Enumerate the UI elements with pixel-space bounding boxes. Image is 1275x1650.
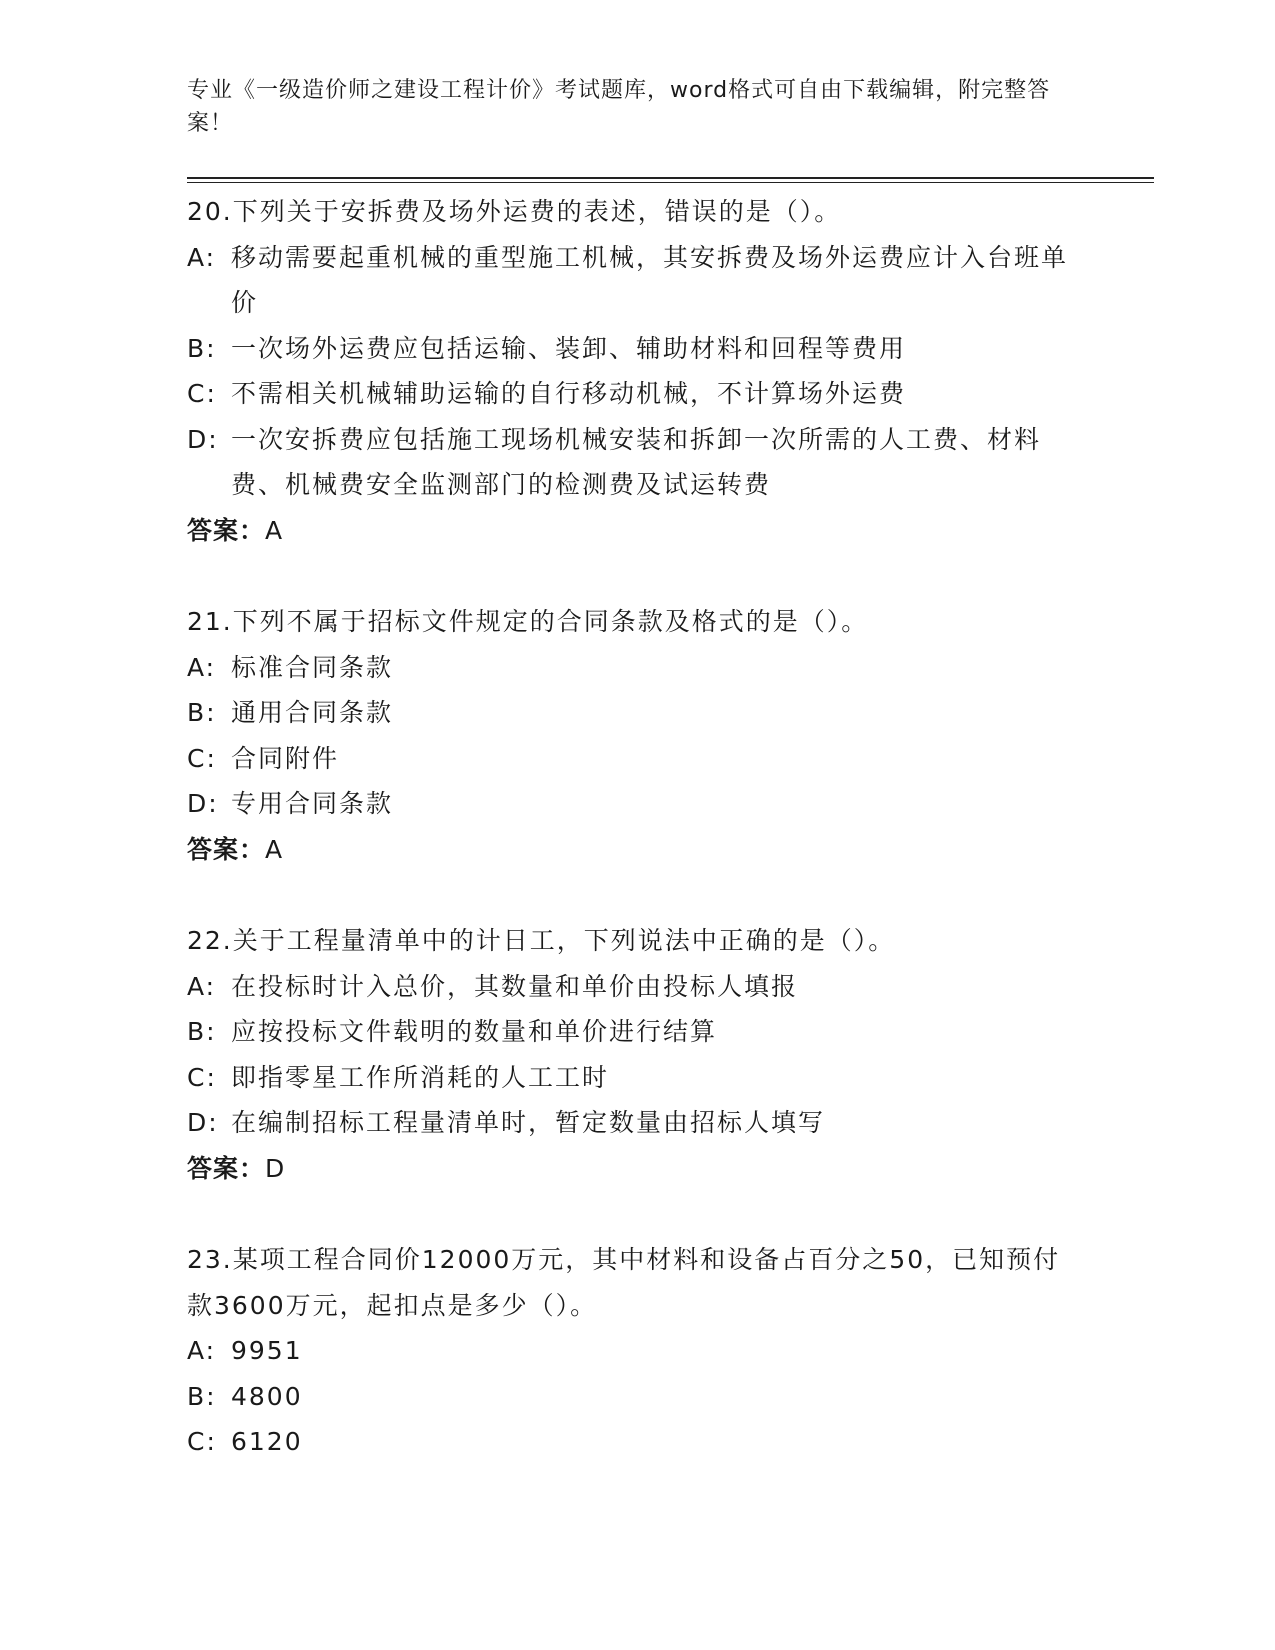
- option-c: [187, 371, 1087, 417]
- option-text: 9951: [231, 1336, 303, 1365]
- option-text: 4800: [231, 1381, 303, 1411]
- option-letter: C:: [187, 743, 217, 773]
- question-stem: 23.某项工程合同价12000万元，其中材料和设备占百分之50，已知预付款3600万元，起扣点是多少（）。: [187, 1245, 1061, 1320]
- option-c: [187, 1055, 1087, 1101]
- option-b: [187, 1009, 1087, 1055]
- option-letter: B:: [187, 333, 217, 363]
- option-letter: C:: [187, 1062, 217, 1092]
- question-stem: 22.关于工程量清单中的计日工，下列说法中正确的是（）。: [187, 926, 896, 955]
- question-22: [187, 918, 1087, 1191]
- option-text: 专用合同条款: [231, 789, 394, 818]
- option-a: [187, 964, 1087, 1010]
- document-header: [187, 74, 1067, 140]
- answer-line: [187, 827, 1087, 873]
- option-text: 通用合同条款: [231, 698, 394, 727]
- option-text: 标准合同条款: [231, 652, 394, 682]
- option-a: [187, 235, 1087, 326]
- answer-label: 答案：: [187, 515, 266, 545]
- option-letter: A:: [187, 242, 217, 272]
- option-b: [187, 326, 1087, 372]
- option-letter: A:: [187, 971, 217, 1001]
- answer-line: [187, 1146, 1087, 1192]
- option-text: 即指零星工作所消耗的人工工时: [231, 1062, 610, 1092]
- question-list: [187, 189, 1087, 1511]
- question-20: [187, 189, 1087, 553]
- option-a: [187, 645, 1087, 691]
- option-letter: A:: [187, 1336, 217, 1365]
- option-letter: D:: [187, 789, 219, 818]
- option-text: 一次安拆费应包括施工现场机械安装和拆卸一次所需的人工费、材料费、机械费安全监测部门的检测费及试运转费: [231, 424, 1042, 499]
- option-d: [187, 417, 1087, 508]
- option-text: 应按投标文件载明的数量和单价进行结算: [231, 1017, 718, 1046]
- option-text: 移动需要起重机械的重型施工机械，其安拆费及场外运费应计入台班单价: [231, 242, 1069, 317]
- answer-label: 答案：: [187, 834, 266, 864]
- option-letter: B:: [187, 698, 217, 727]
- option-b: [187, 690, 1087, 736]
- option-letter: B:: [187, 1381, 217, 1411]
- question-21: [187, 599, 1087, 872]
- answer-value: D: [265, 1153, 286, 1183]
- question-stem: 20.下列关于安拆费及场外运费的表述，错误的是（）。: [187, 197, 842, 226]
- header-text: 专业《一级造价师之建设工程计价》考试题库，word格式可自由下载编辑，附完整答案！: [187, 78, 1051, 136]
- option-d: [187, 781, 1087, 827]
- option-text: 在编制招标工程量清单时，暂定数量由招标人填写: [231, 1108, 826, 1137]
- option-letter: D:: [187, 424, 219, 454]
- option-letter: A:: [187, 652, 217, 682]
- option-d: [187, 1100, 1087, 1146]
- option-text: 在投标时计入总价，其数量和单价由投标人填报: [231, 971, 799, 1001]
- header-rule-thick: [187, 177, 1154, 179]
- option-text: 合同附件: [231, 743, 340, 773]
- question-stem: 21.下列不属于招标文件规定的合同条款及格式的是（）。: [187, 607, 869, 636]
- option-text: 一次场外运费应包括运输、装卸、辅助材料和回程等费用: [231, 333, 907, 363]
- answer-line: [187, 508, 1087, 554]
- option-c: [187, 736, 1087, 782]
- option-text: 不需相关机械辅助运输的自行移动机械，不计算场外运费: [231, 379, 907, 408]
- option-text: 6120: [231, 1427, 303, 1456]
- header-rule-thin: [187, 182, 1154, 183]
- option-c: [187, 1419, 1087, 1465]
- option-letter: D:: [187, 1108, 219, 1137]
- option-letter: C:: [187, 379, 217, 408]
- option-letter: B:: [187, 1017, 217, 1046]
- answer-label: 答案：: [187, 1153, 266, 1183]
- option-b: [187, 1374, 1087, 1420]
- question-23: [187, 1237, 1087, 1465]
- answer-value: A: [265, 515, 284, 545]
- option-letter: C:: [187, 1427, 217, 1456]
- option-a: [187, 1328, 1087, 1374]
- answer-value: A: [265, 834, 284, 864]
